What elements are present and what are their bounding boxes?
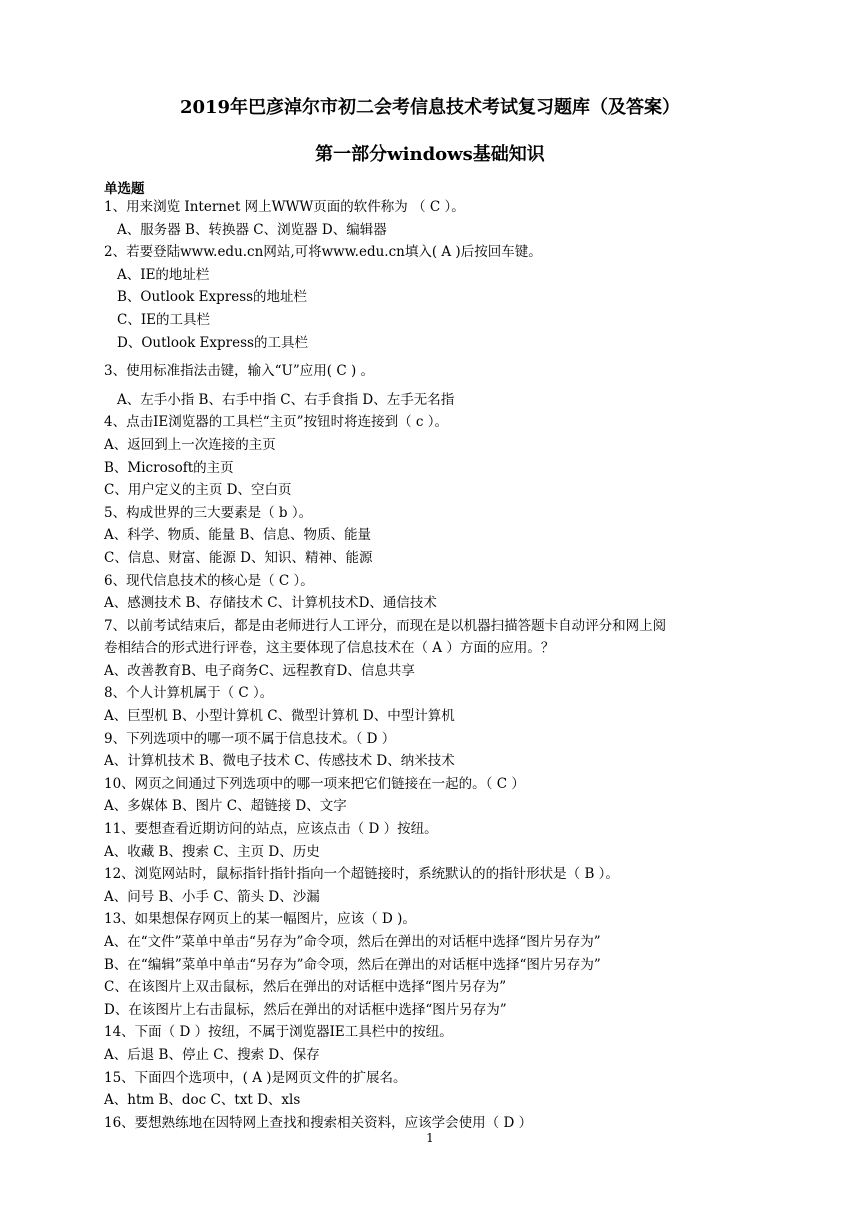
question-line: 11、要想查看近期访问的站点，应该点击（ D ）按纽。 <box>104 821 438 838</box>
option-line: C、IE的工具栏 <box>117 311 211 328</box>
option-line: A、计算机技术 B、微电子技术 C、传感技术 D、纳米技术 <box>104 753 455 770</box>
question-line: 10、网页之间通过下列选项中的哪一项来把它们链接在一起的。（ C ） <box>104 775 525 792</box>
option-line: C、在该图片上双击鼠标，然后在弹出的对话框中选择“图片另存为” <box>104 979 507 996</box>
option-line: A、左手小指 B、右手中指 C、右手食指 D、左手无名指 <box>117 391 455 408</box>
option-line: A、多媒体 B、图片 C、超链接 D、文字 <box>104 798 347 815</box>
option-line: D、在该图片上右击鼠标，然后在弹出的对话框中选择“图片另存为” <box>104 1001 507 1018</box>
option-line: A、htm B、doc C、txt D、xls <box>104 1092 301 1109</box>
option-line: D、Outlook Express的工具栏 <box>117 334 308 351</box>
option-line: A、服务器 B、转换器 C、浏览器 D、编辑器 <box>117 221 387 238</box>
question-list <box>104 196 784 1134</box>
option-line: A、感测技术 B、存储技术 C、计算机技术D、通信技术 <box>104 595 437 612</box>
option-line: B、Microsoft的主页 <box>104 459 234 476</box>
question-line: 9、下列选项中的哪一项不属于信息技术。（ D ） <box>104 730 396 747</box>
option-line: A、返回到上一次连接的主页 <box>104 436 276 453</box>
question-line: 13、如果想保存网页上的某一幅图片，应该（ D )。 <box>104 911 416 928</box>
option-line: A、收藏 B、搜索 C、主页 D、历史 <box>104 843 320 860</box>
question-line: 7、以前考试结束后，都是由老师进行人工评分，而现在是以机器扫描答题卡自动评分和网上阅 <box>104 617 667 634</box>
part-heading: 第一部分windows基础知识 <box>315 144 545 165</box>
question-line: 1、用来浏览 Internet 网上WWW页面的软件称为 （ C ）。 <box>104 199 465 215</box>
question-line: 8、个人计算机属于（ C ）。 <box>104 685 274 702</box>
section-heading: 单选题 <box>104 181 145 197</box>
question-line: 15、下面四个选项中，( A )是网页文件的扩展名。 <box>104 1069 407 1086</box>
question-line: 2、若要登陆www.edu.cn网站,可将www.edu.cn填入( A )后按回车键。 <box>104 244 542 261</box>
option-line: C、用户定义的主页 D、空白页 <box>104 482 292 499</box>
option-line: B、Outlook Express的地址栏 <box>117 289 308 306</box>
question-line: 5、构成世界的三大要素是（ b ）。 <box>104 504 313 521</box>
question-line: 12、浏览网站时，鼠标指针指针指向一个超链接时，系统默认的的指针形状是（ B ）。 <box>104 866 619 883</box>
question-line: 14、下面（ D ）按纽，不属于浏览器IE工具栏中的按纽。 <box>104 1024 453 1041</box>
option-line: A、IE的地址栏 <box>117 266 210 283</box>
option-line: A、在“文件”菜单中单击“另存为”命令项，然后在弹出的对话框中选择“图片另存为” <box>104 934 601 950</box>
question-line: 卷相结合的形式进行评卷，这主要体现了信息技术在（ A ）方面的应用。？ <box>104 640 555 657</box>
document-title: 2019年巴彦淖尔市初二会考信息技术考试复习题库（及答案） <box>179 97 681 118</box>
option-line: A、改善教育B、电子商务C、远程教育D、信息共享 <box>104 662 415 679</box>
option-line: C、信息、财富、能源 D、知识、精神、能源 <box>104 549 373 566</box>
option-line: B、在“编辑”菜单中单击“另存为”命令项，然后在弹出的对话框中选择“图片另存为” <box>104 956 601 973</box>
question-line: 6、现代信息技术的核心是（ C ）。 <box>104 572 314 589</box>
page-number: 1 <box>426 1131 434 1145</box>
question-line: 3、使用标准指法击键，输入“U”应用( C ) 。 <box>104 363 375 380</box>
option-line: A、巨型机 B、小型计算机 C、微型计算机 D、中型计算机 <box>104 708 455 725</box>
question-line: 16、要想熟练地在因特网上查找和搜索相关资料，应该学会使用（ D ） <box>104 1114 533 1131</box>
option-line: A、后退 B、停止 C、搜索 D、保存 <box>104 1046 320 1063</box>
question-line: 4、点击IE浏览器的工具栏“主页”按钮时将连接到（ c ）。 <box>104 414 448 431</box>
option-line: A、问号 B、小手 C、箭头 D、沙漏 <box>104 888 320 905</box>
option-line: A、科学、物质、能量 B、信息、物质、能量 <box>104 527 371 544</box>
